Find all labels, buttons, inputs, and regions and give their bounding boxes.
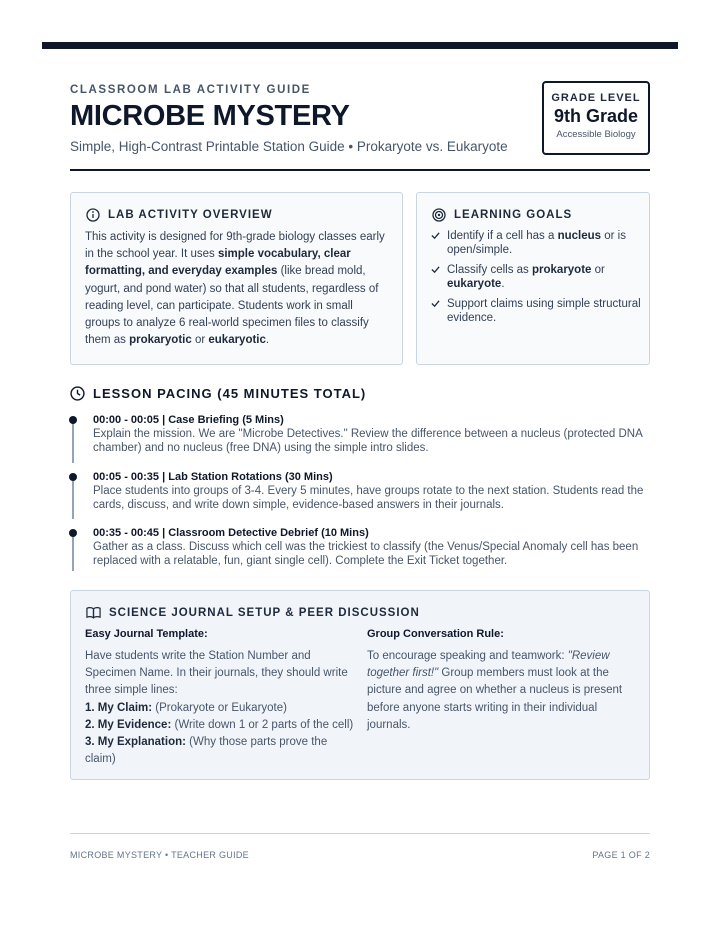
goal-2-text-end: . (501, 278, 505, 290)
group-rule-text: To encourage speaking and teamwork: (367, 650, 568, 662)
journal-template-intro: Have students write the Station Number and Specimen Name. In their journals, they should write three simple lines: (85, 650, 348, 697)
doc-title: MICROBE MYSTERY (70, 100, 350, 132)
grade-level-box (542, 81, 650, 155)
check-icon (431, 299, 440, 308)
pacing-item (93, 527, 653, 569)
doc-subtitle: Simple, High-Contrast Printable Station Guide • Prokaryote vs. Eukaryote (70, 139, 508, 154)
footer-left: MICROBE MYSTERY • TEACHER GUIDE (70, 850, 249, 860)
goals-heading-text: LEARNING GOALS (454, 209, 573, 221)
goals-heading (432, 208, 572, 222)
journal-card (70, 590, 650, 780)
check-icon (431, 231, 440, 240)
goal-item (431, 229, 641, 257)
journal-line-3-text: (Why those parts prove the claim) (85, 736, 328, 766)
group-rule-title: Group Conversation Rule: (367, 628, 504, 640)
goal-2-text-mid: or (591, 264, 605, 276)
grade-level-value: 9th Grade (553, 106, 639, 126)
overview-body (85, 229, 385, 349)
overview-bold-2: prokaryotic (129, 334, 192, 347)
goal-2-text: Classify cells as (447, 264, 532, 276)
journal-line-2-label: 2. My Evidence: (85, 718, 172, 731)
overview-heading (86, 208, 273, 222)
group-rule-text-end: Group members must look at the picture and agree on whether a nucleus is present before anyone starts writing in their individual journals. (367, 667, 623, 731)
footer-divider (70, 833, 650, 834)
overview-bold-1: simple vocabulary, clear formatting, and everyday examples (85, 248, 351, 278)
journal-heading (86, 606, 420, 619)
goals-list (431, 229, 641, 331)
pacing-item (93, 414, 653, 456)
clock-icon (70, 386, 85, 401)
journal-line-1-label: 1. My Claim: (85, 701, 153, 714)
journal-line-3-label: 3. My Explanation: (85, 736, 186, 749)
header-divider (70, 169, 650, 171)
goals-card (416, 192, 650, 365)
journal-template-body (85, 648, 355, 768)
target-icon (432, 208, 446, 222)
timeline-line (72, 477, 74, 519)
grade-level-label: GRADE LEVEL (551, 92, 641, 104)
overview-text-4: . (265, 334, 270, 347)
goal-3-text: Support claims using simple structural evidence. (447, 298, 641, 324)
info-icon (86, 208, 100, 222)
goal-1-text-end: or is open/simple. (447, 230, 626, 256)
doc-kicker: CLASSROOM LAB ACTIVITY GUIDE (70, 84, 311, 96)
timeline-dot (69, 473, 77, 481)
overview-card (70, 192, 403, 365)
pacing-item-title: 00:05 - 00:35 | Lab Station Rotations (30 Mins) (93, 471, 333, 483)
pacing-item-title: 00:00 - 00:05 | Case Briefing (5 Mins) (93, 414, 284, 426)
pacing-item-title: 00:35 - 00:45 | Classroom Detective Debrief (10 Mins) (93, 527, 369, 539)
timeline-dot (69, 529, 77, 537)
pacing-item (93, 471, 653, 513)
goal-1-bold: nucleus (557, 230, 602, 242)
pacing-item-body: Explain the mission. We are "Microbe Detectives." Review the difference between a nucleus (protected DNA chamber) and no nucleus (free DNA) using the simple intro slides. (93, 428, 643, 455)
pacing-item-body: Place students into groups of 3-4. Every 5 minutes, have groups rotate to the next station. Students read the cards, discuss, and write down simple, evidence-based answers in their journals. (93, 485, 644, 512)
journal-line-2-text: (Write down 1 or 2 parts of the cell) (171, 718, 354, 731)
journal-template-column (85, 628, 355, 768)
goal-item (431, 263, 641, 291)
group-rule-column (367, 628, 627, 734)
top-accent-bar (42, 42, 678, 49)
goal-1-text: Identify if a cell has a (447, 230, 558, 242)
grade-level-sub: Accessible Biology (556, 129, 636, 140)
timeline-line (72, 421, 74, 463)
overview-text-2: (like bread mold, yogurt, and pond water) so that all students, regardless of reading level, can participate. Students work in small groups to analyze 6 real-world specimen files to classify them as (85, 265, 379, 347)
footer-page-number: PAGE 1 OF 2 (592, 850, 650, 860)
goal-2-bold-2: eukaryote (447, 278, 502, 290)
journal-line-1-text: (Prokaryote or Eukaryote) (152, 701, 287, 714)
group-rule-body (367, 648, 627, 734)
check-icon (431, 265, 440, 274)
goal-2-bold-1: prokaryote (532, 264, 592, 276)
pacing-heading-text: LESSON PACING (45 MINUTES TOTAL) (93, 386, 367, 401)
timeline-dot (69, 416, 77, 424)
overview-bold-3: eukaryotic (208, 334, 266, 347)
overview-text-1: This activity is designed for 9th-grade biology classes early in the school year. It uses (85, 231, 385, 261)
timeline-line (72, 533, 74, 571)
group-rule-quote: "Review together first!" (367, 650, 610, 680)
overview-text-3: or (191, 334, 209, 347)
journal-template-title: Easy Journal Template: (85, 628, 208, 640)
pacing-item-body: Gather as a class. Discuss which cell was the trickiest to classify (the Venus/Special Anomaly cell has been replaced with a relatable, fun, giant single cell). Complete the Exit Ticket together. (93, 541, 639, 568)
overview-heading-text: LAB ACTIVITY OVERVIEW (108, 209, 273, 221)
open-book-icon (86, 606, 101, 619)
journal-heading-text: SCIENCE JOURNAL SETUP & PEER DISCUSSION (109, 606, 420, 619)
pacing-heading (70, 386, 366, 401)
goal-item (431, 297, 641, 325)
